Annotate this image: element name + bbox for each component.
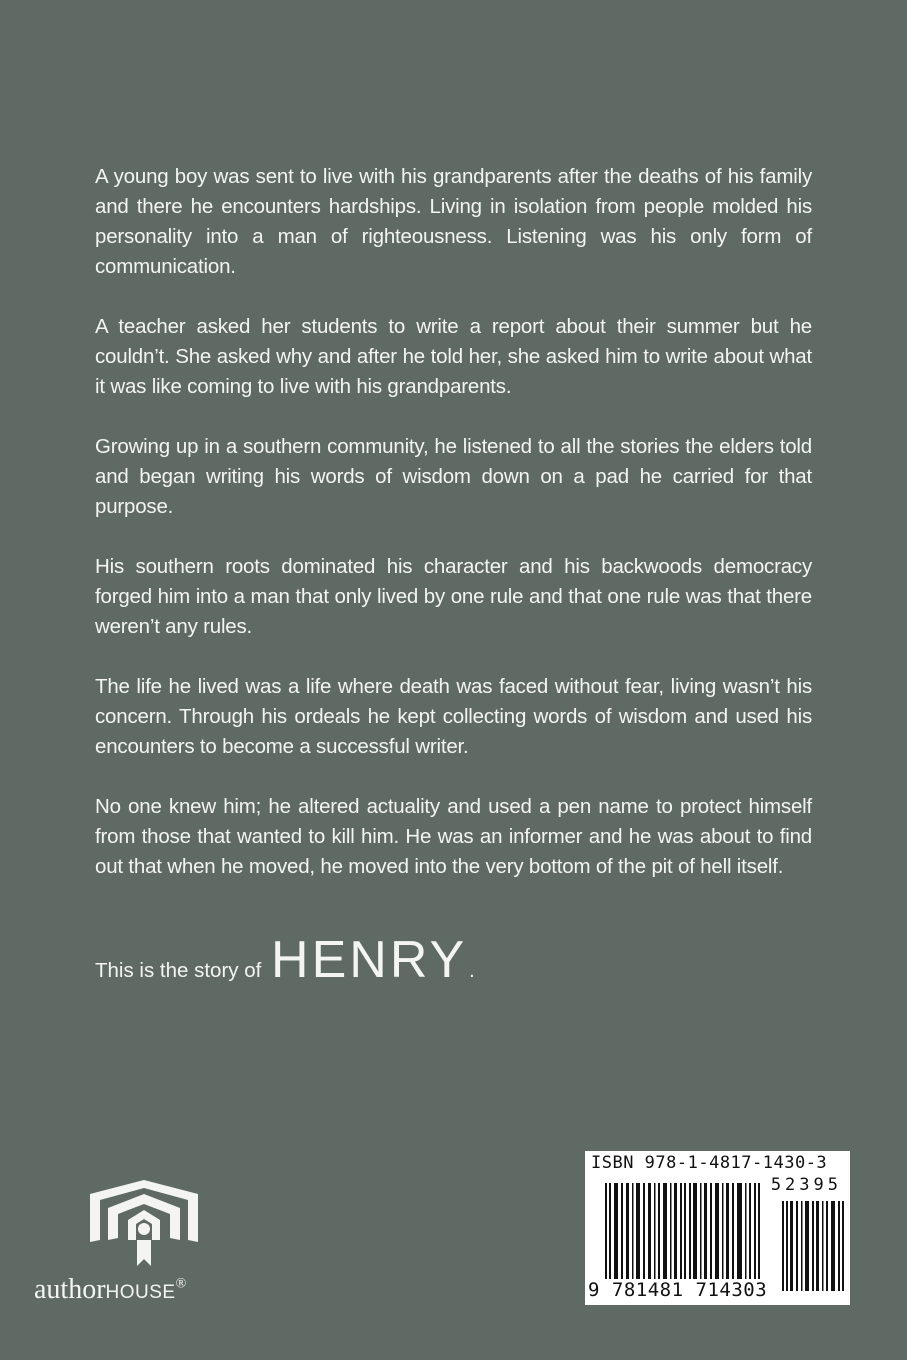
blurb-paragraph-6: No one knew him; he altered actuality and used a pen name to protect himself from those that wanted to kill him. He was an informer and he was about to find out that when he moved, he moved into the very bottom of the pit of hell itself.: [95, 795, 812, 878]
closing-line: [95, 930, 475, 990]
addon-price-code: 52395: [770, 1175, 842, 1195]
closing-period: .: [469, 960, 475, 982]
blurb-paragraph-3: Growing up in a southern community, he listened to all the stories the elders told and began writing his words of wisdom down on a pad he carried for that purpose.: [95, 435, 812, 518]
blurb-paragraph-2: A teacher asked her students to write a report about their summer but he couldn’t. She asked why and after he told her, she asked him to write about what it was like coming to live with his grandparents.: [95, 315, 812, 398]
isbn-label: ISBN 978-1-4817-1430-3: [591, 1153, 828, 1173]
back-cover-blurb: [95, 162, 812, 912]
title-name: HENRY: [271, 931, 468, 989]
blurb-paragraph-4: His southern roots dominated his character and his backwoods democracy forged him into a man that only lived by one rule and that one rule was that there weren’t any rules.: [95, 555, 812, 638]
closing-prefix: This is the story of: [95, 959, 262, 982]
blurb-paragraph-1: A young boy was sent to live with his grandparents after the deaths of his family and there he encounters hardships. Living in isolation from people molded his personality into a man of righteousness. Listening was his only form of communication.: [95, 165, 812, 278]
addon-barcode-bars: [782, 1201, 844, 1291]
blurb-paragraph-5: The life he lived was a life where death was faced without fear, living wasn’t his concern. Through his ordeals he kept collecting words of wisdom and used his encounters to become a successful writer.: [95, 675, 812, 758]
isbn-barcode: [585, 1151, 850, 1305]
house-book-icon: [88, 1180, 200, 1268]
publisher-name: authorHOUSE®: [34, 1274, 187, 1305]
publisher-logo: [28, 1180, 258, 1306]
ean-digits: 9 781481 714303: [588, 1279, 768, 1301]
